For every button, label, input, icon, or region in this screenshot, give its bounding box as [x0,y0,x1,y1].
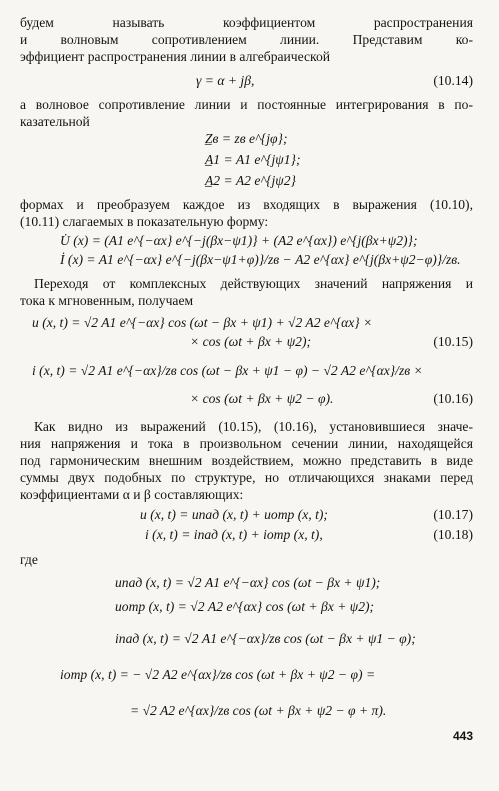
equation: iпад (x, t) = √2 A1 e^{−αx}/zв cos (ωt − βx + ψ1 − φ); [115,631,416,646]
text-line: формах и преобразуем каждое из входящих в выражения (10.10), [20,197,473,212]
text-line: Как видно из выражений (10.15), (10.16), установившиеся значе- [34,419,473,434]
text-line: под гармоническим внешним воздействием, можно представить в виде [20,453,473,468]
equation: u (x, t) = uпад (x, t) + uотр (x, t); [140,507,328,522]
equation: Z̲в = zв e^{jφ}; [205,131,288,146]
text-line: тока к мгновенным, получаем [20,293,194,308]
text-line: казательной [20,114,90,129]
text-line: ния напряжения и тока в произвольном сечении линии, находящейся [20,436,473,451]
equation: uотр (x, t) = √2 A2 e^{αx} cos (ωt + βx + ψ2); [115,599,375,614]
text-line: эффициент распространения линии в алгебраической [20,49,331,64]
text-line: Переходя от комплексных действующих значений напряжения и [34,276,473,291]
equation: i (x, t) = iпад (x, t) + iотр (x, t), [145,527,323,542]
equation-number: (10.14) [433,73,473,88]
equation-number: (10.15) [433,334,473,349]
equation: × cos (ωt + βx + ψ2); [190,334,312,349]
text-line: а волновое сопротивление линии и постоянные интегрирования в по- [20,97,473,112]
equation: A̲1 = A1 e^{jψ1}; [205,152,301,167]
equation: = √2 A2 e^{αx}/zв cos (ωt + βx + ψ2 − φ + π). [130,703,387,718]
equation: i (x, t) = √2 A1 e^{−αx}/zв cos (ωt − βx + ψ1 − φ) − √2 A2 e^{αx}/zв × [32,363,423,378]
text-line: (10.11) слагаемых в показательную форму: [20,214,269,229]
equation: uпад (x, t) = √2 A1 e^{−αx} cos (ωt − βx + ψ1); [115,575,381,590]
text-line: коэффициентами α и β составляющих: [20,487,244,502]
equation: × cos (ωt + βx + ψ2 − φ). [190,391,334,406]
equation: iотр (x, t) = − √2 A2 e^{αx}/zв cos (ωt + βx + ψ2 − φ) = [60,667,376,682]
equation-number: (10.18) [433,527,473,542]
equation: A̲2 = A2 e^{jψ2} [205,173,296,188]
equation: γ = α + jβ, [196,73,255,88]
text-line: будем называть коэффициентом распространения [20,15,473,30]
equation-number: (10.17) [433,507,473,522]
equation: u (x, t) = √2 A1 e^{−αx} cos (ωt − βx + ψ1) + √2 A2 e^{αx} × [32,315,373,330]
text-line: где [20,552,38,567]
page-number: 443 [452,729,473,743]
equation: İ (x) = A1 e^{−αx} e^{−j(βx−ψ1+φ)}/zв − A2 e^{αx} e^{j(βx+ψ2−φ)}/zв. [60,252,461,267]
text-line: и волновым сопротивлением линии. Представим ко- [20,32,473,47]
equation-number: (10.16) [433,391,473,406]
text-line: суммы двух подобных по структуре, но отличающихся знаками перед [20,470,473,485]
equation: U̇ (x) = (A1 e^{−αx} e^{−j(βx−ψ1)} + (A2 e^{αx}) e^{j(βx+ψ2)}; [60,233,418,248]
